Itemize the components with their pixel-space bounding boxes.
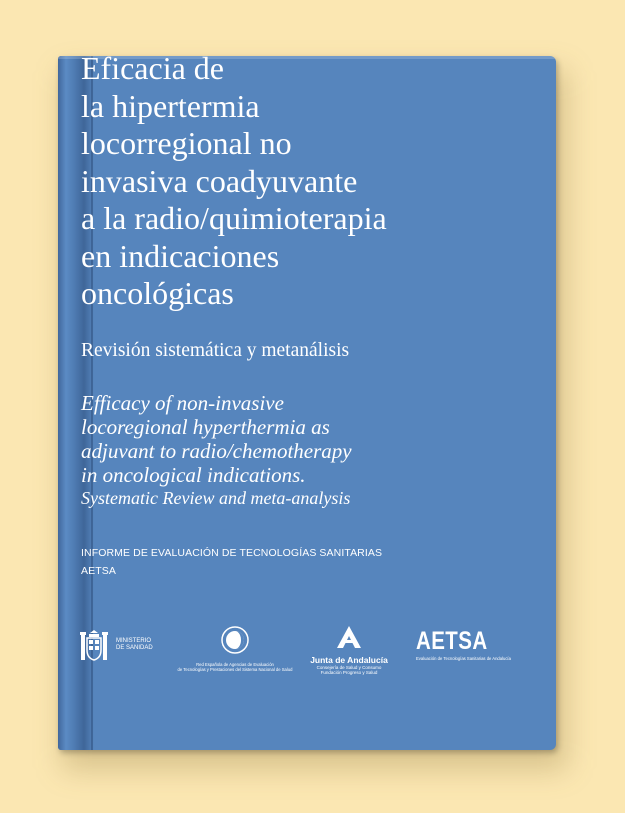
title-line: oncológicas <box>81 275 234 311</box>
red-agencias-line: Red Española de Agencias de Evaluación <box>196 662 274 667</box>
english-title-line: locoregional hyperthermia as <box>81 415 330 439</box>
ministerio-logo <box>76 628 153 664</box>
english-title-line: adjuvant to radio/chemotherapy <box>81 439 352 463</box>
report-info <box>81 544 382 580</box>
english-subtitle: Systematic Review and meta-analysis <box>81 488 351 508</box>
aetsa-name: AETSA <box>416 627 488 655</box>
junta-subtext <box>304 665 394 675</box>
junta-arch-icon <box>336 625 362 649</box>
junta-line: Consejería de Salud y Consumo <box>316 665 382 670</box>
title-line: locorregional no <box>81 125 292 161</box>
red-agencias-circle-icon <box>221 626 249 654</box>
ministerio-line: DE SANIDAD <box>116 645 153 651</box>
red-agencias-line: de Tecnologías y Prestaciones del Sistema Nacional de Salud <box>177 667 293 672</box>
logo-strip <box>76 622 511 675</box>
red-agencias-text <box>170 662 300 672</box>
title-line: invasiva coadyuvante <box>81 162 358 199</box>
junta-andalucia-logo <box>304 625 394 675</box>
cover-subtitle: Revisión sistemática y metanálisis <box>81 340 350 361</box>
report-type: INFORME DE EVALUACIÓN DE TECNOLOGÍAS SANITARIAS <box>81 547 383 559</box>
ministerio-text <box>116 638 156 652</box>
title-line: Eficacia de <box>81 50 224 86</box>
english-title-line: Efficacy of non-invasive <box>81 391 284 415</box>
ministerio-line: MINISTERIO <box>116 638 152 644</box>
english-title-line: in oncological indications. <box>81 463 306 487</box>
coat-of-arms-icon <box>76 628 112 664</box>
red-agencias-logo <box>170 626 300 672</box>
english-title <box>81 391 481 487</box>
aetsa-subtext: Evaluación de Tecnologías Sanitarias de Andalucía <box>416 656 511 661</box>
report-agency: AETSA <box>81 565 116 577</box>
junta-name: Junta de Andalucía <box>310 655 388 665</box>
junta-line: Fundación Progreso y Salud <box>320 670 378 675</box>
title-line: a la radio/quimioterapia <box>81 200 387 236</box>
aetsa-logo <box>416 627 511 661</box>
title-line: la hipertermia <box>81 87 260 124</box>
cover-title <box>81 50 481 313</box>
title-line: en indicaciones <box>81 237 280 274</box>
